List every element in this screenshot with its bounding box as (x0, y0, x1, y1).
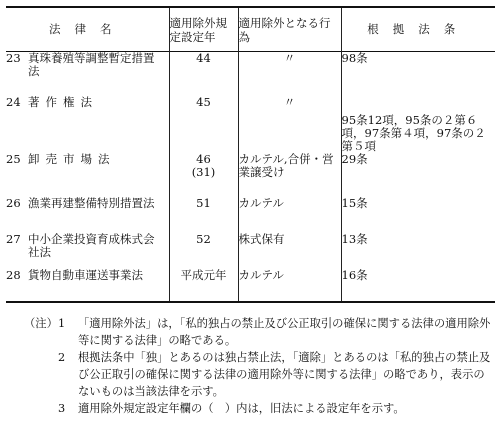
year-cell (169, 197, 238, 233)
basis-value: 15条 (341, 195, 368, 210)
note-text: 適用除外規定設定年欄の（ ）内は，旧法による設定年を示す。 (78, 402, 405, 415)
row-number: 24 (6, 94, 21, 109)
basis-value: 98条 (341, 51, 368, 65)
note-number: 1 (58, 317, 66, 330)
year-cell (169, 52, 238, 96)
basis-cell (341, 153, 495, 197)
table-row (6, 153, 495, 197)
note-number: 2 (58, 351, 66, 364)
basis-value: 13条 (341, 231, 368, 246)
law-name-cell (6, 52, 169, 96)
act-cell (238, 96, 341, 153)
year-value: 44 (196, 51, 211, 65)
year-cell (169, 153, 238, 197)
law-name-cell (6, 153, 169, 197)
law-name: 真珠養殖等調整暫定措置法 (28, 51, 155, 78)
header-law-name: 法律名 (6, 7, 169, 52)
act-cell (238, 197, 341, 233)
basis-value: 16条 (341, 267, 368, 282)
row-number: 27 (6, 231, 21, 246)
act-cell (238, 153, 341, 197)
year-value: 52 (196, 231, 211, 246)
table-header-row (6, 7, 495, 52)
act-value: 〃 (283, 94, 296, 109)
year-cell (169, 233, 238, 269)
act-value: 〃 (283, 51, 296, 65)
year-value: 46 (196, 151, 211, 166)
notes-section (24, 315, 494, 417)
law-name: 著作権法 (28, 94, 98, 109)
note-number: 3 (58, 402, 66, 415)
note-text: 「適用除外法」は，「私的独占の禁止及び公正取引の確保に関する法律の適用除外等に関する法律」の略である。 (78, 317, 491, 347)
header-year: 適用除外規定設定年 (169, 7, 238, 52)
law-name-cell (6, 197, 169, 233)
law-table (6, 6, 495, 303)
act-value: カルテル (238, 195, 284, 210)
table-row (6, 233, 495, 269)
act-value: カルテル (238, 267, 284, 282)
act-value: 株式保有 (238, 231, 285, 246)
row-number: 23 (6, 51, 21, 65)
row-number: 26 (6, 195, 21, 210)
note-item (24, 315, 494, 349)
act-cell (238, 52, 341, 96)
year-value: 45 (196, 94, 211, 109)
basis-cell (341, 197, 495, 233)
year-cell (169, 269, 238, 302)
law-name: 漁業再建整備特別措置法 (28, 195, 155, 210)
header-act: 適用除外となる行為 (238, 7, 341, 52)
table-row (6, 197, 495, 233)
law-name-cell (6, 96, 169, 153)
basis-cell (341, 52, 495, 96)
basis-value: 95条12項，95条の２第６項，97条第４項，97条の２第５項 (341, 112, 486, 153)
act-value: カルテル,合併・営業譲受け (238, 151, 334, 179)
law-name: 貨物自動車運送事業法 (28, 267, 143, 282)
year-value: 51 (196, 195, 211, 210)
basis-cell (341, 269, 495, 302)
year-value: 平成元年 (180, 267, 227, 282)
note-text: 根拠法条中「独」とあるのは独占禁止法，「適除」とあるのは「私的独占の禁止及び公正取引の確保に関する法律の適用除外等に関する法律」の略であり，表示のないものは当該法律を示す。 (78, 351, 491, 398)
table-row (6, 269, 495, 302)
act-cell (238, 233, 341, 269)
law-name-cell (6, 269, 169, 302)
note-item (24, 400, 494, 417)
act-cell (238, 269, 341, 302)
basis-cell (341, 96, 495, 153)
basis-value: 29条 (341, 151, 368, 166)
table-row (6, 52, 495, 96)
header-basis: 根拠法条 (341, 7, 495, 52)
law-name: 中小企業投資育成株式会社法 (28, 231, 155, 259)
basis-cell (341, 233, 495, 269)
notes-label: （注） (24, 317, 58, 330)
law-name-cell (6, 233, 169, 269)
note-item (24, 349, 494, 400)
law-name: 卸売市場法 (28, 151, 116, 166)
row-number: 28 (6, 267, 21, 282)
row-number: 25 (6, 151, 21, 166)
year-old-value: (31) (191, 164, 216, 179)
year-cell (169, 96, 238, 153)
table-row (6, 96, 495, 153)
